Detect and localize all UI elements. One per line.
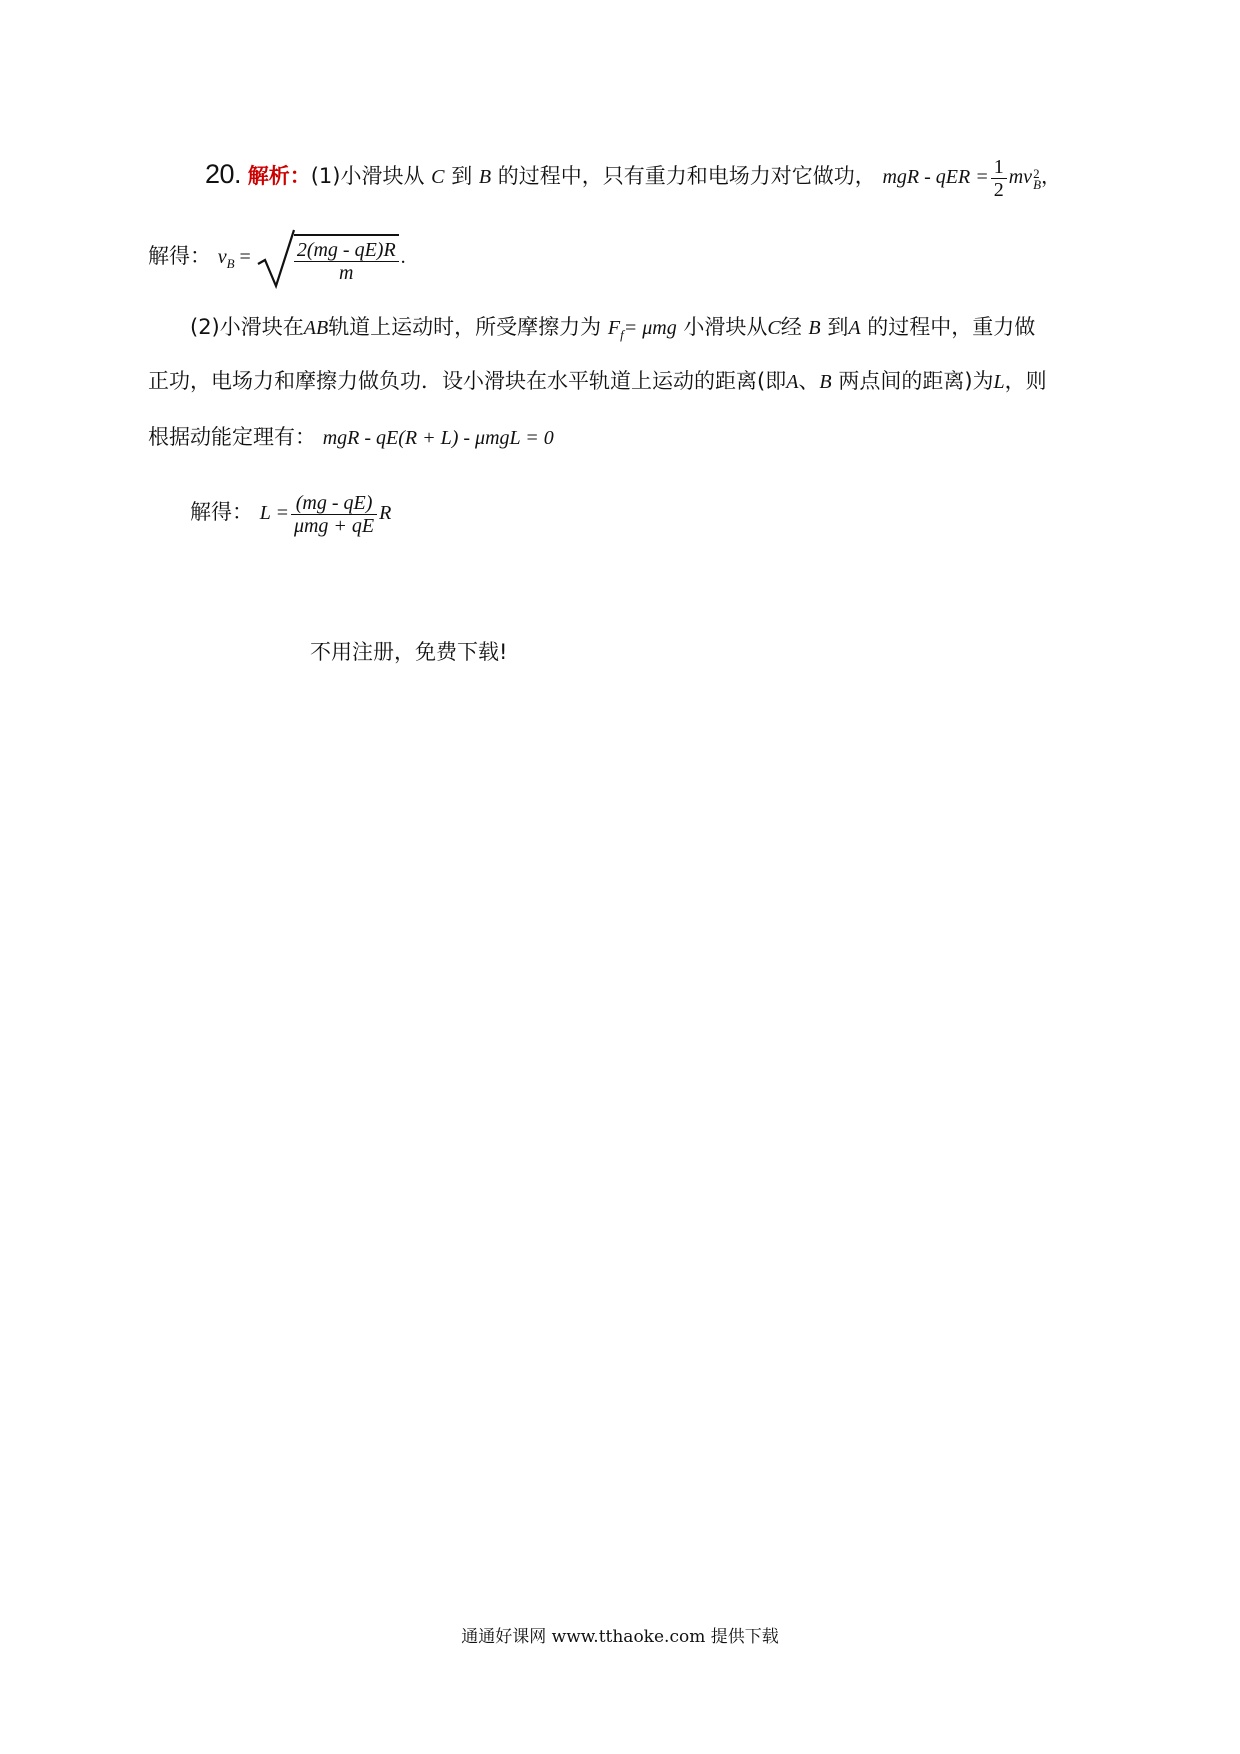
part2-line1-d: 经 [780, 315, 802, 339]
solve1-equation [217, 238, 406, 284]
friction-symbol: F [607, 317, 621, 339]
sqrt-fraction [294, 234, 399, 284]
equation-1-end: ， [1041, 166, 1062, 189]
square-root [256, 227, 401, 289]
velocity-var-sub: B [226, 256, 235, 271]
answer-line-4 [148, 366, 1047, 397]
part2-line2-d: ，则 [1004, 369, 1047, 393]
velocity-var: v [217, 246, 227, 268]
velocity-sub-b: B [1033, 176, 1042, 192]
friction-equals: = μmg [623, 317, 677, 339]
answer-line-6 [190, 484, 391, 541]
part2-line2-sep: 、 [798, 369, 820, 393]
part2-line1-a: (2)小滑块在 [190, 315, 304, 339]
distance-numerator: (mg - qE) [291, 492, 377, 515]
part2-line2: 正功，电场力和摩擦力做负功．设小滑块在水平轨道上运动的距离(即 [148, 369, 787, 393]
distance-l: L [993, 371, 1005, 393]
friction-formula [607, 317, 677, 342]
segment-ab: AB [303, 317, 329, 339]
energy-equation: mgR - qE(R + L) - μmgL = 0 [322, 427, 554, 449]
page-footer: 通通好课网 www.tthaoke.com 提供下载 [461, 1627, 779, 1647]
distance-fraction [291, 492, 377, 537]
solve2-equation [259, 491, 392, 537]
half-fraction [991, 156, 1007, 201]
half-numerator: 1 [991, 156, 1007, 179]
solve1-equals: = [239, 246, 251, 268]
solve2-var: L = [259, 502, 289, 524]
question-number: 20. [205, 159, 242, 190]
solve1-label: 解得： [148, 244, 211, 268]
part2-line1-c: 小滑块从 [683, 315, 768, 339]
part2-line1-b: 轨道上运动时，所受摩擦力为 [328, 315, 602, 339]
part2-line1-e: 到 [827, 315, 849, 339]
point-c-2: C [767, 317, 781, 339]
equation-1 [882, 156, 1062, 201]
sqrt-denominator: m [339, 261, 354, 284]
point-a-2: A [848, 317, 861, 339]
part2-line2-c: 两点间的距离)为 [838, 369, 994, 393]
solve1-end: . [400, 246, 406, 268]
velocity-square: 2 [1033, 165, 1040, 181]
point-a-3: A [786, 371, 799, 393]
equation-1-right: mv [1008, 166, 1033, 189]
part1-intro: (1)小滑块从 [310, 164, 425, 189]
radical-sign-icon [256, 228, 296, 290]
download-notice: 不用注册，免费下载! [310, 640, 508, 664]
sqrt-numerator: 2(mg - qE)R [294, 239, 399, 262]
analysis-label: 解析： [247, 164, 311, 189]
solve2-tail: R [379, 502, 392, 524]
answer-line-3 [190, 312, 1035, 350]
friction-sub: f [620, 327, 624, 342]
word-to: 到 [451, 164, 473, 189]
point-b: B [478, 166, 492, 189]
half-denominator: 2 [993, 179, 1004, 201]
point-b-2: B [808, 317, 821, 339]
part1-text: 的过程中，只有重力和电场力对它做功， [497, 164, 876, 189]
equation-1-left: mgR - qER = [882, 166, 989, 189]
answer-line-2 [148, 226, 406, 294]
answer-line-1 [205, 156, 1061, 201]
point-c: C [431, 166, 445, 189]
distance-denominator: μmg + qE [293, 514, 375, 537]
solve2-label: 解得： [190, 500, 253, 524]
part2-line1-f: 的过程中，重力做 [867, 315, 1036, 339]
part2-line3: 根据动能定理有： [148, 425, 316, 449]
answer-line-5 [148, 422, 554, 453]
point-b-3: B [819, 371, 832, 393]
